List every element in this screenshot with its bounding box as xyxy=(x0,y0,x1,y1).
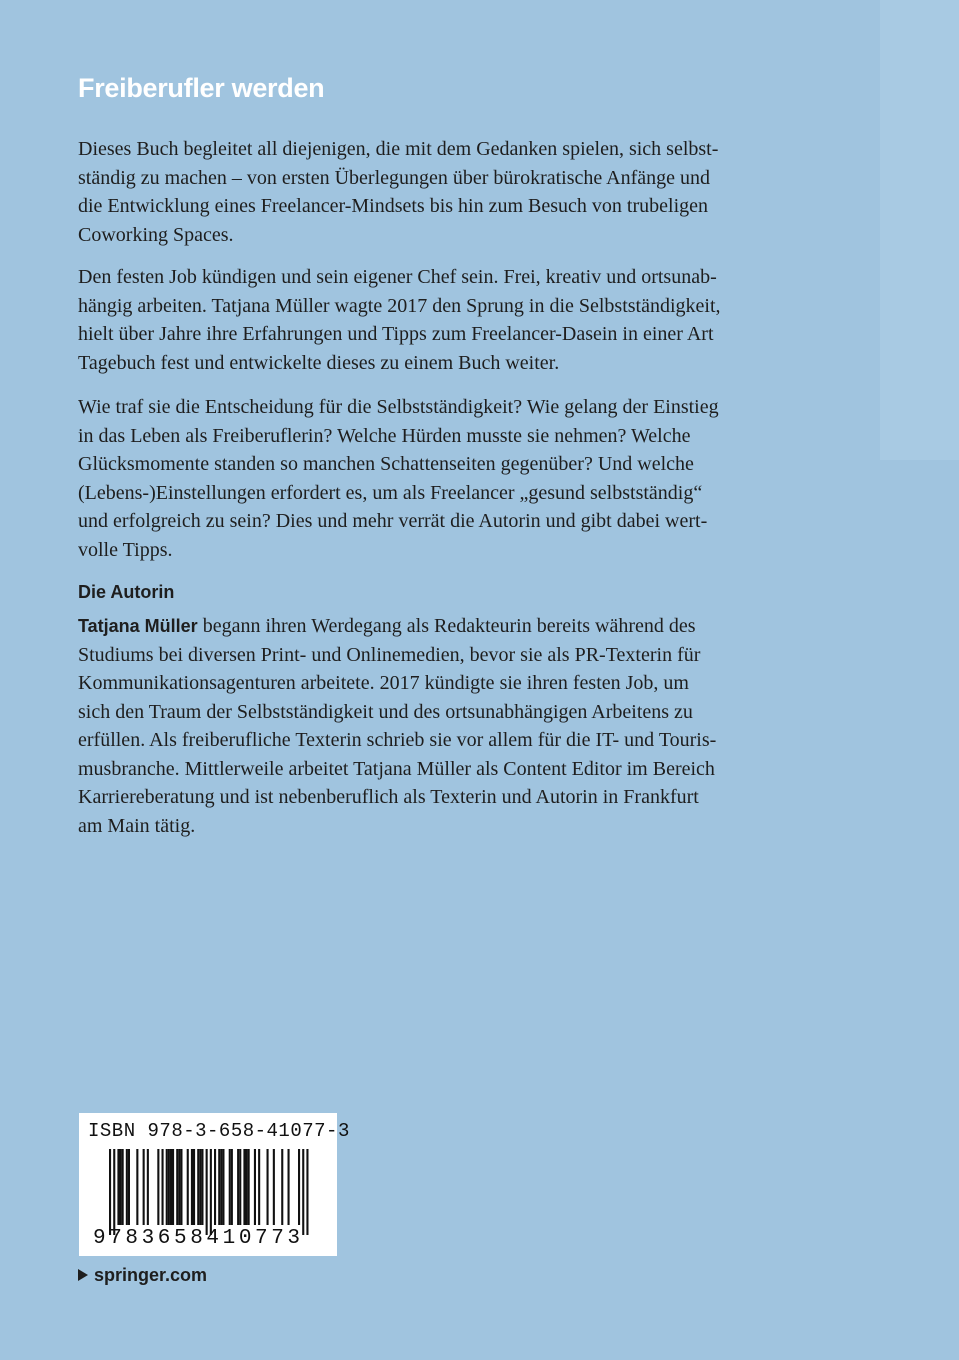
text-line: ständig zu machen – von ersten Überlegungen über bürokratische Anfänge und xyxy=(78,166,711,189)
barcode-bar xyxy=(231,1149,233,1225)
barcode-bar xyxy=(199,1149,201,1225)
text-line: die Entwicklung eines Freelancer-Mindsets bis hin zum Besuch von trubeligen xyxy=(78,195,709,217)
barcode-bar xyxy=(243,1149,245,1225)
barcode-digits: 9783658410773 xyxy=(93,1227,304,1250)
barcode-bar xyxy=(254,1149,256,1225)
paragraph-intro xyxy=(78,135,798,249)
paragraph-questions xyxy=(78,393,798,564)
barcode-bar xyxy=(218,1149,220,1225)
barcode-bar xyxy=(220,1149,222,1225)
barcode-bar xyxy=(197,1149,199,1225)
isbn-barcode xyxy=(79,1113,350,1256)
text-line: Studiums bei diversen Print- und Onlinemedien, bevor sie als PR-Texterin für xyxy=(78,643,701,666)
barcode-bar xyxy=(117,1149,119,1225)
barcode-bar xyxy=(120,1149,122,1225)
barcode-bar xyxy=(273,1149,275,1225)
text-line: erfüllen. Als freiberufliche Texterin schrieb sie vor allem für die IT- und Touris- xyxy=(78,729,717,751)
barcode-bar xyxy=(122,1149,124,1225)
barcode-bar xyxy=(166,1149,168,1225)
barcode-bar xyxy=(298,1149,300,1225)
barcode-bar xyxy=(246,1149,248,1225)
barcode-bar xyxy=(302,1149,304,1235)
barcode-bar xyxy=(113,1149,115,1235)
barcode-bar xyxy=(180,1149,182,1225)
barcode-bar xyxy=(178,1149,180,1225)
barcode-bar xyxy=(210,1149,212,1235)
barcode-bar xyxy=(214,1149,216,1225)
barcode-bar xyxy=(109,1149,111,1235)
text-line: am Main tätig. xyxy=(78,814,196,837)
author-bio-first-line: begann ihren Werdegang als Redakteurin bereits während des xyxy=(197,615,696,637)
barcode-bar xyxy=(126,1149,128,1225)
text-line: Wie traf sie die Entscheidung für die Selbstständigkeit? Wie gelang der Einstieg xyxy=(78,396,719,418)
barcode-bar xyxy=(306,1149,308,1235)
barcode-bar xyxy=(248,1149,250,1225)
barcode-bar xyxy=(281,1149,283,1225)
barcode-bar xyxy=(172,1149,174,1225)
barcode-bar xyxy=(136,1149,138,1225)
text-line xyxy=(78,612,798,641)
text-line: Den festen Job kündigen und sein eigener Chef sein. Frei, kreativ und ortsunab- xyxy=(78,266,717,288)
text-line: Coworking Spaces. xyxy=(78,223,234,246)
barcode-bar xyxy=(201,1149,203,1225)
text-line: (Lebens-)Einstellungen erfordert es, um als Freelancer „gesund selbstständig“ xyxy=(78,481,703,504)
barcode-bar xyxy=(239,1149,241,1225)
isbn-label: ISBN 978-3-658-41077-3 xyxy=(88,1120,350,1142)
barcode-bar xyxy=(237,1149,239,1225)
text-line: hielt über Jahre ihre Erfahrungen und Tipps zum Freelancer-Dasein in einer Art xyxy=(78,323,714,345)
text-line: sich den Traum der Selbstständigkeit und des ortsunabhängigen Arbeitens zu xyxy=(78,700,693,723)
text-line: Kommunikationsagenturen arbeitete. 2017 kündigte sie ihren festen Job, um xyxy=(78,672,689,694)
text-line: Tagebuch fest und entwickelte dieses zu einem Buch weiter. xyxy=(78,351,560,374)
barcode-bar xyxy=(157,1149,159,1225)
barcode-bar xyxy=(206,1149,208,1235)
text-line: musbranche. Mittlerweile arbeitet Tatjana Müller als Content Editor im Bereich xyxy=(78,757,715,780)
text-line: Dieses Buch begleitet all diejenigen, die mit dem Gedanken spielen, sich selbst- xyxy=(78,138,719,160)
barcode-bar xyxy=(229,1149,231,1225)
publisher-link[interactable] xyxy=(78,1265,207,1286)
text-line: in das Leben als Freiberuflerin? Welche Hürden musste sie nehmen? Welche xyxy=(78,424,691,447)
paragraph-summary xyxy=(78,263,798,377)
author-bio xyxy=(78,612,798,840)
barcode-bar xyxy=(176,1149,178,1225)
author-name: Tatjana Müller xyxy=(78,616,198,636)
barcode-bar xyxy=(222,1149,224,1225)
text-line: volle Tipps. xyxy=(78,538,173,561)
text-line: Glücksmomente standen so manchen Schattenseiten gegenüber? Und welche xyxy=(78,453,694,475)
barcode-bar xyxy=(258,1149,260,1225)
barcode-bar xyxy=(162,1149,164,1225)
barcode-bar xyxy=(168,1149,170,1225)
arrow-right-icon xyxy=(78,1265,88,1286)
barcode-bar xyxy=(147,1149,149,1225)
text-line: und erfolgreich zu sein? Dies und mehr verrät die Autorin und gibt dabei wert- xyxy=(78,510,708,532)
side-strip xyxy=(880,0,959,460)
book-title: Freiberufler werden xyxy=(78,73,325,103)
barcode-bar xyxy=(170,1149,172,1225)
text-line: hängig arbeiten. Tatjana Müller wagte 2017 den Sprung in die Selbstständigkeit, xyxy=(78,294,721,317)
barcode-bar xyxy=(187,1149,189,1225)
barcode-bar xyxy=(193,1149,195,1225)
barcode-bar xyxy=(128,1149,130,1225)
barcode-bar xyxy=(288,1149,290,1225)
text-line: Karriereberatung und ist nebenberuflich als Texterin und Autorin in Frankfurt xyxy=(78,786,699,808)
publisher-url: springer.com xyxy=(94,1265,208,1285)
author-heading: Die Autorin xyxy=(78,582,175,602)
barcode-bar xyxy=(143,1149,145,1225)
barcode-bar xyxy=(191,1149,193,1225)
barcode-bar xyxy=(267,1149,269,1225)
